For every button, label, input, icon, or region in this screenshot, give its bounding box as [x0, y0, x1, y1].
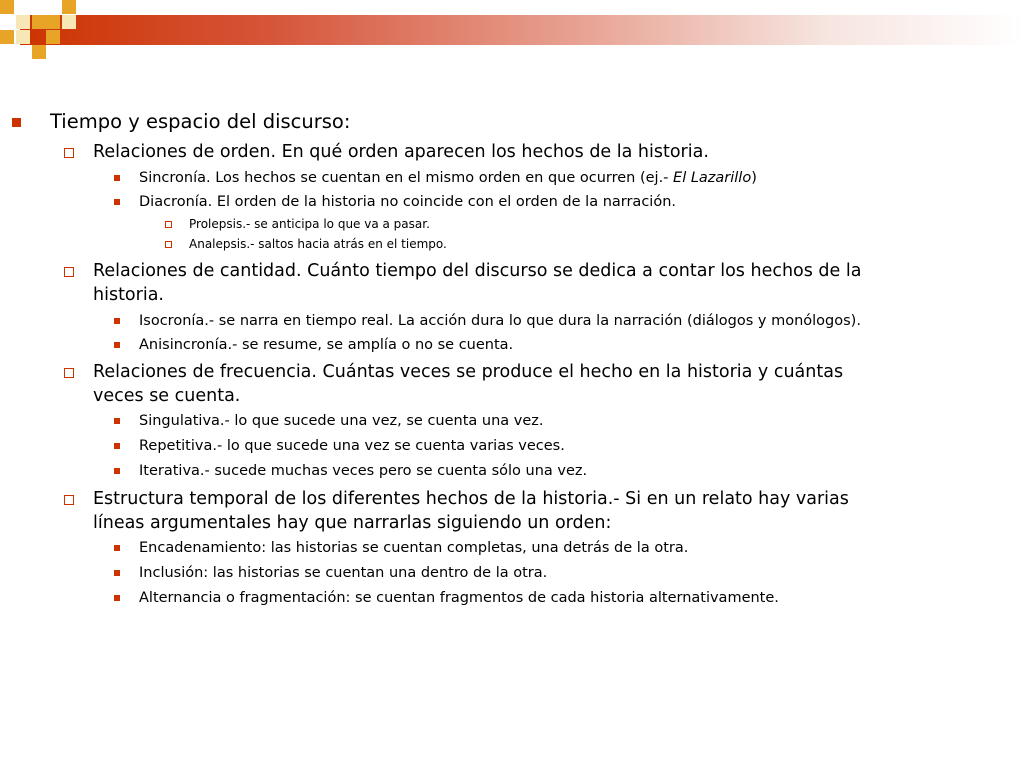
filled-square-bullet-icon	[114, 443, 120, 449]
list-item-isocronia	[139, 312, 861, 330]
filled-square-bullet-icon	[114, 318, 120, 324]
list-item-singulativa	[139, 412, 544, 430]
list-item-anisincronia	[139, 336, 513, 354]
frecuencia-heading-line1: Relaciones de frecuencia. Cuántas veces se produce el hecho en la historia y cuántas	[93, 362, 844, 382]
list-item-encadenamiento	[139, 539, 688, 557]
frecuencia-heading-line2: veces se cuenta.	[93, 386, 241, 406]
filled-square-bullet-icon	[114, 545, 120, 551]
list-item-sincronia	[139, 169, 757, 187]
hollow-square-bullet-icon	[64, 148, 74, 158]
filled-square-bullet-icon	[114, 175, 120, 181]
filled-square-bullet-icon	[114, 342, 120, 348]
isocronia-text: Isocronía.- se narra en tiempo real. La acción dura lo que dura la narración (diálogos y monólogos).	[139, 313, 861, 329]
analepsis-text: Analepsis.- saltos hacia atrás en el tiempo.	[189, 237, 447, 251]
repetitiva-text: Repetitiva.- lo que sucede una vez se cuenta varias veces.	[139, 438, 565, 454]
prolepsis-text: Prolepsis.- se anticipa lo que va a pasar.	[189, 217, 430, 231]
filled-square-bullet-icon	[114, 199, 120, 205]
estructura-heading-line2: líneas argumentales hay que narrarlas siguiendo un orden:	[93, 513, 612, 533]
cantidad-heading-line1: Relaciones de cantidad. Cuánto tiempo del discurso se dedica a contar los hechos de la	[93, 261, 862, 281]
slide-title: Tiempo y espacio del discurso:	[50, 110, 351, 133]
list-item-diacronia	[139, 193, 676, 211]
inclusion-text: Inclusión: las historias se cuentan una dentro de la otra.	[139, 565, 548, 581]
sincronia-main: Sincronía. Los hechos se cuentan en el mismo orden en que ocurren (ej.-	[139, 170, 674, 186]
sincronia-close: )	[751, 170, 757, 186]
list-item-inclusion	[139, 564, 547, 582]
filled-square-bullet-icon	[12, 118, 21, 127]
filled-square-bullet-icon	[114, 570, 120, 576]
list-item-alternancia	[139, 589, 779, 607]
filled-square-bullet-icon	[114, 595, 120, 601]
encadenamiento-text: Encadenamiento: las historias se cuentan completas, una detrás de la otra.	[139, 540, 689, 556]
list-item-analepsis	[189, 237, 447, 252]
estructura-heading-line1: Estructura temporal de los diferentes hechos de la historia.- Si en un relato hay varias	[93, 489, 849, 509]
hollow-square-bullet-icon	[64, 495, 74, 505]
hollow-square-bullet-icon	[165, 221, 172, 228]
sub-bullet-orden	[93, 140, 709, 164]
alternancia-text: Alternancia o fragmentación: se cuentan fragmentos de cada historia alternativamente.	[139, 590, 779, 606]
anisincronia-text: Anisincronía.- se resume, se amplía o no se cuenta.	[139, 337, 514, 353]
singulativa-text: Singulativa.- lo que sucede una vez, se cuenta una vez.	[139, 413, 544, 429]
filled-square-bullet-icon	[114, 418, 120, 424]
list-item-iterativa	[139, 462, 587, 480]
hollow-square-bullet-icon	[165, 241, 172, 248]
iterativa-text: Iterativa.- sucede muchas veces pero se cuenta sólo una vez.	[139, 463, 588, 479]
cantidad-heading-line2: historia.	[93, 285, 164, 305]
hollow-square-bullet-icon	[64, 368, 74, 378]
orden-heading: Relaciones de orden. En qué orden aparecen los hechos de la historia.	[93, 142, 709, 162]
list-item-prolepsis	[189, 217, 430, 232]
sub-bullet-estructura	[93, 487, 849, 535]
sincronia-text	[139, 169, 757, 187]
sub-bullet-cantidad	[93, 259, 861, 307]
sincronia-example: El Lazarillo	[673, 170, 752, 186]
hollow-square-bullet-icon	[64, 267, 74, 277]
filled-square-bullet-icon	[114, 468, 120, 474]
sub-bullet-frecuencia	[93, 360, 843, 408]
list-item-repetitiva	[139, 437, 565, 455]
diacronia-text: Diacronía. El orden de la historia no coincide con el orden de la narración.	[139, 194, 676, 210]
main-bullet	[50, 110, 350, 134]
